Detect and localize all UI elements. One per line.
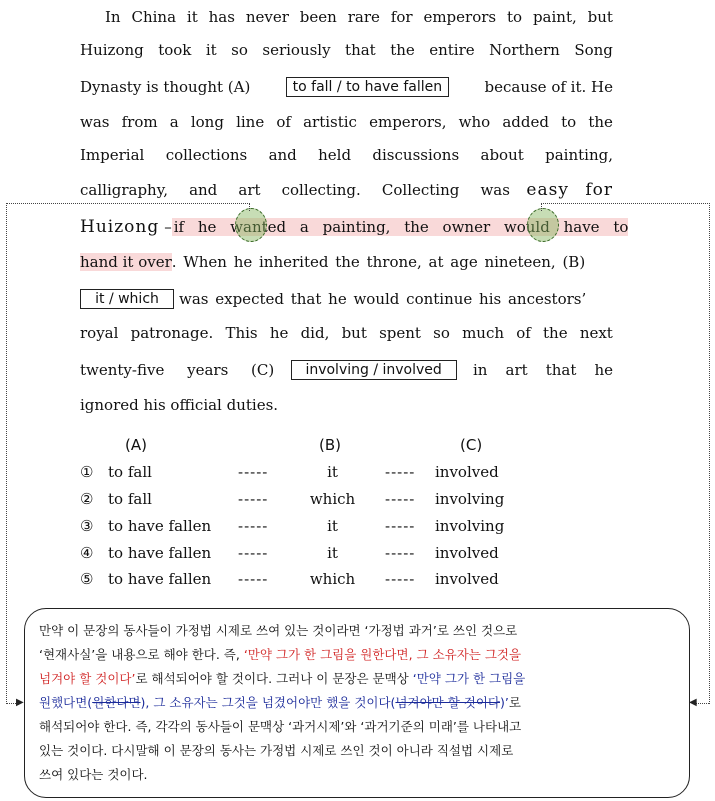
note-line [39, 691, 675, 715]
word: of [516, 324, 531, 342]
text: Dynasty is thought (A) [80, 78, 251, 96]
word: but [341, 324, 367, 342]
choice-a: to have fallen [108, 570, 212, 588]
word-for: for [585, 180, 613, 200]
word: the [543, 324, 568, 342]
blue-text: )’ [499, 695, 509, 710]
passage-line-6 [80, 178, 613, 202]
dash-separator: ----- [238, 490, 269, 508]
word: calligraphy, [80, 181, 168, 199]
word: never [245, 8, 289, 26]
arrow-left-icon: ◀ [689, 697, 697, 708]
header-a: (A) [125, 436, 147, 454]
word: in [473, 361, 488, 379]
choice-c: involved [435, 544, 499, 562]
passage-line-4 [80, 110, 613, 134]
word: has [208, 8, 235, 26]
dash-separator: ----- [238, 544, 269, 562]
blue-text: ), 그 소유자는 그것을 넘겼어야만 했을 것이다( [140, 695, 396, 710]
word: so [231, 41, 248, 59]
red-text: ‘만약 그가 한 그림을 원한다면, 그 소유자는 그것을 [243, 647, 522, 662]
passage-line-3 [80, 75, 613, 99]
choice-b: it [327, 544, 338, 562]
bracket-tick [249, 203, 250, 211]
word: artistic [303, 113, 357, 131]
word: Imperial [80, 146, 145, 164]
word: art [505, 361, 528, 379]
word: been [299, 8, 337, 26]
blank-b-box: it / which [80, 289, 174, 309]
dash: – [164, 218, 172, 236]
choice-row[interactable] [80, 463, 530, 485]
word: a [169, 113, 179, 131]
word: paint, [532, 8, 577, 26]
choice-c: involved [435, 570, 499, 588]
highlighted-clause-1: if he wanted a painting, the owner would have to [173, 218, 629, 236]
word: much [462, 324, 505, 342]
word: Northern [489, 41, 560, 59]
word: entire [429, 41, 475, 59]
blank-c-box: involving / involved [291, 360, 457, 380]
word: Song [574, 41, 613, 59]
word: In [105, 8, 121, 26]
header-b: (B) [319, 436, 341, 454]
word: it [186, 8, 198, 26]
text: because of it. He [484, 78, 613, 96]
text-group [80, 181, 510, 199]
choice-b: it [327, 517, 338, 535]
arrow-right-icon: ▶ [16, 697, 24, 708]
note-line: 만약 이 문장의 동사들이 가정법 시제로 쓰여 있는 것이라면 ‘가정법 과거’로 쓰인 것으로 [39, 623, 518, 638]
note-line: 있는 것이다. 다시말해 이 문장의 동사는 가정법 시제로 쓰인 것이 아니라 직설법 시제로 [39, 743, 514, 758]
word: was [480, 181, 510, 199]
dash-separator: ----- [238, 570, 269, 588]
word: that [545, 361, 577, 379]
red-text: 넘겨야 할 것이다’ [39, 671, 136, 686]
passage-line-2 [80, 38, 613, 62]
text: . When he inherited the throne, at age nineteen, (B) [171, 253, 586, 271]
bracket-tick [541, 203, 542, 211]
choice-row[interactable] [80, 544, 530, 566]
word: added [502, 113, 549, 131]
word: it [205, 41, 217, 59]
dash-separator: ----- [238, 517, 269, 535]
word: the [588, 113, 613, 131]
text: ignored his official duties. [80, 396, 279, 414]
word: from [121, 113, 158, 131]
word: for [390, 8, 413, 26]
word: emperors [423, 8, 497, 26]
word-easy: easy [526, 180, 569, 200]
dash-separator: ----- [238, 463, 269, 481]
choice-row[interactable] [80, 517, 530, 539]
header-c: (C) [460, 436, 483, 454]
note-line [39, 643, 675, 667]
word-huizong: Huizong [80, 217, 160, 237]
choice-c: involved [435, 463, 499, 481]
word: about [480, 146, 524, 164]
word: held [318, 146, 352, 164]
word: of [276, 113, 291, 131]
strikethrough-text: 넘겨야만 할 것이다 [395, 695, 500, 710]
text: ‘현재사실’을 내용으로 해야 한다. 즉, [39, 647, 244, 662]
blue-text: ‘만약 그가 한 그림을 [412, 671, 526, 686]
strikethrough-text: 원한다면 [92, 695, 141, 710]
word: to [561, 113, 577, 131]
passage-line-1 [80, 5, 613, 29]
note-line: 해석되어야 한다. 즉, 각각의 동사들이 문맥상 ‘과거시제’와 ‘과거기준의 미래’를 나타내고 [39, 719, 522, 734]
word: who [458, 113, 491, 131]
note-line [39, 667, 675, 691]
choice-b: it [327, 463, 338, 481]
dash-separator: ----- [385, 544, 416, 562]
explanation-box [24, 608, 690, 798]
text: twenty-five years (C) [80, 361, 275, 379]
choice-number: ⑤ [80, 570, 94, 588]
word: was [80, 113, 110, 131]
word: royal [80, 324, 119, 342]
word: long [190, 113, 224, 131]
word: Collecting [381, 181, 460, 199]
choice-a: to fall [108, 490, 152, 508]
text: 로 [508, 695, 521, 710]
choice-number: ③ [80, 517, 94, 535]
word: line [236, 113, 265, 131]
dash-separator: ----- [385, 570, 416, 588]
choice-row[interactable] [80, 490, 530, 512]
highlighted-clause-2: hand it over [80, 253, 172, 271]
dash-separator: ----- [385, 490, 416, 508]
word: that [345, 41, 376, 59]
choice-b: which [309, 490, 356, 508]
word: seriously [262, 41, 331, 59]
word: emperors, [369, 113, 447, 131]
choice-number: ④ [80, 544, 94, 562]
choice-c: involving [435, 517, 505, 535]
word: rare [347, 8, 380, 26]
word: China [131, 8, 177, 26]
word: collecting. [281, 181, 361, 199]
choice-a: to have fallen [108, 544, 212, 562]
choice-number: ② [80, 490, 94, 508]
choice-c: involving [435, 490, 505, 508]
choice-a: to fall [108, 463, 152, 481]
word: collections [165, 146, 248, 164]
text: was expected that he would continue his ancestors’ [179, 290, 587, 308]
note-line: 쓰여 있다는 것이다. [39, 767, 148, 782]
word: discussions [372, 146, 460, 164]
blank-a-box: to fall / to have fallen [286, 77, 450, 97]
dash-separator: ----- [385, 463, 416, 481]
choice-row[interactable] [80, 570, 530, 592]
word: he [269, 324, 289, 342]
word: did, [300, 324, 330, 342]
passage-line-5 [80, 143, 613, 167]
word: next [579, 324, 613, 342]
word: spent [379, 324, 421, 342]
text: 로 해석되어야 할 것이다. 그러나 이 문장은 문맥상 [135, 671, 413, 686]
word: This [225, 324, 258, 342]
word: the [390, 41, 415, 59]
choice-b: which [309, 570, 356, 588]
word: and [189, 181, 218, 199]
word: painting, [545, 146, 613, 164]
word: to [506, 8, 523, 26]
blue-text: 원했다면( [39, 695, 93, 710]
word: he [594, 361, 613, 379]
word: art [238, 181, 261, 199]
word: but [587, 8, 613, 26]
choice-a: to have fallen [108, 517, 212, 535]
dash-separator: ----- [385, 517, 416, 535]
word: patronage. [130, 324, 214, 342]
word: so [433, 324, 450, 342]
choice-number: ① [80, 463, 94, 481]
word: and [268, 146, 297, 164]
word: took [158, 41, 192, 59]
word: Huizong [80, 41, 144, 59]
